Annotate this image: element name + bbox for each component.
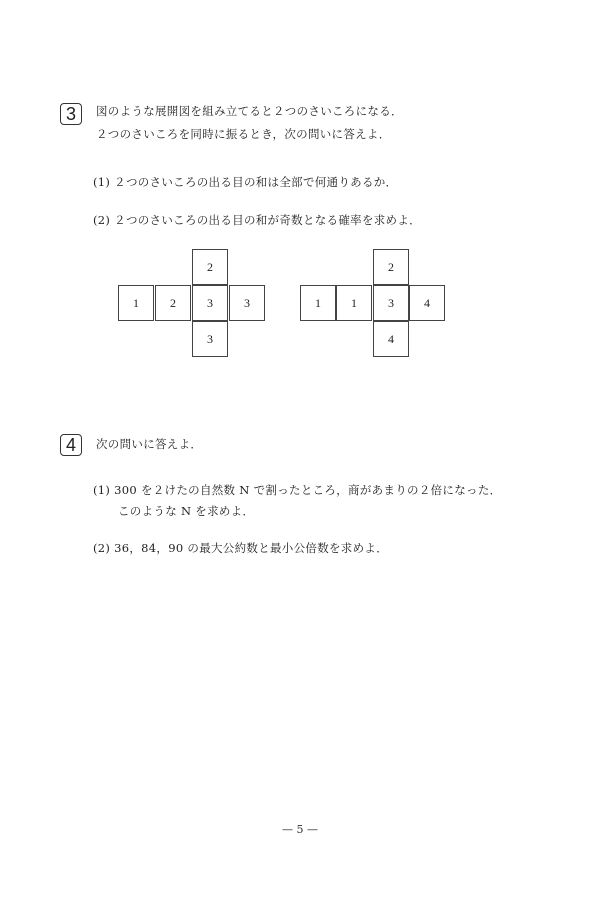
net2-face-row-3: 3 bbox=[373, 285, 409, 321]
question-number-3: 3 bbox=[60, 103, 82, 125]
q3-intro-line-1: 図のような展開図を組み立てると２つのさいころになる． bbox=[96, 104, 403, 118]
page-number: — 5 — bbox=[282, 823, 318, 836]
net2-face-row-2: 1 bbox=[336, 285, 372, 321]
question-number-4: 4 bbox=[60, 434, 82, 456]
net2-face-bottom: 4 bbox=[373, 321, 409, 357]
net2-face-row-1: 1 bbox=[300, 285, 336, 321]
net1-face-row-2: 2 bbox=[155, 285, 191, 321]
net1-face-row-1: 1 bbox=[118, 285, 154, 321]
net1-face-bottom: 3 bbox=[192, 321, 228, 357]
net1-face-row-4: 3 bbox=[229, 285, 265, 321]
net2-face-top: 2 bbox=[373, 249, 409, 285]
net1-face-row-3: 3 bbox=[192, 285, 228, 321]
net1-face-top: 2 bbox=[192, 249, 228, 285]
q4-subquestion-1-line-1: (1) 300 を２けたの自然数 N で割ったところ，商があまりの２倍になった． bbox=[93, 483, 502, 497]
q3-subquestion-1: (1) ２つのさいころの出る目の和は全部で何通りあるか． bbox=[93, 175, 398, 189]
net2-face-row-4: 4 bbox=[409, 285, 445, 321]
q3-subquestion-2: (2) ２つのさいころの出る目の和が奇数となる確率を求めよ． bbox=[93, 213, 421, 227]
q4-subquestion-2: (2) 36，84，90 の最大公約数と最小公倍数を求めよ． bbox=[93, 541, 388, 555]
q4-subquestion-1-line-2: このような N を求めよ． bbox=[118, 504, 255, 518]
q3-intro-line-2: ２つのさいころを同時に振るとき，次の問いに答えよ． bbox=[96, 127, 391, 141]
q4-intro: 次の問いに答えよ． bbox=[96, 437, 203, 451]
